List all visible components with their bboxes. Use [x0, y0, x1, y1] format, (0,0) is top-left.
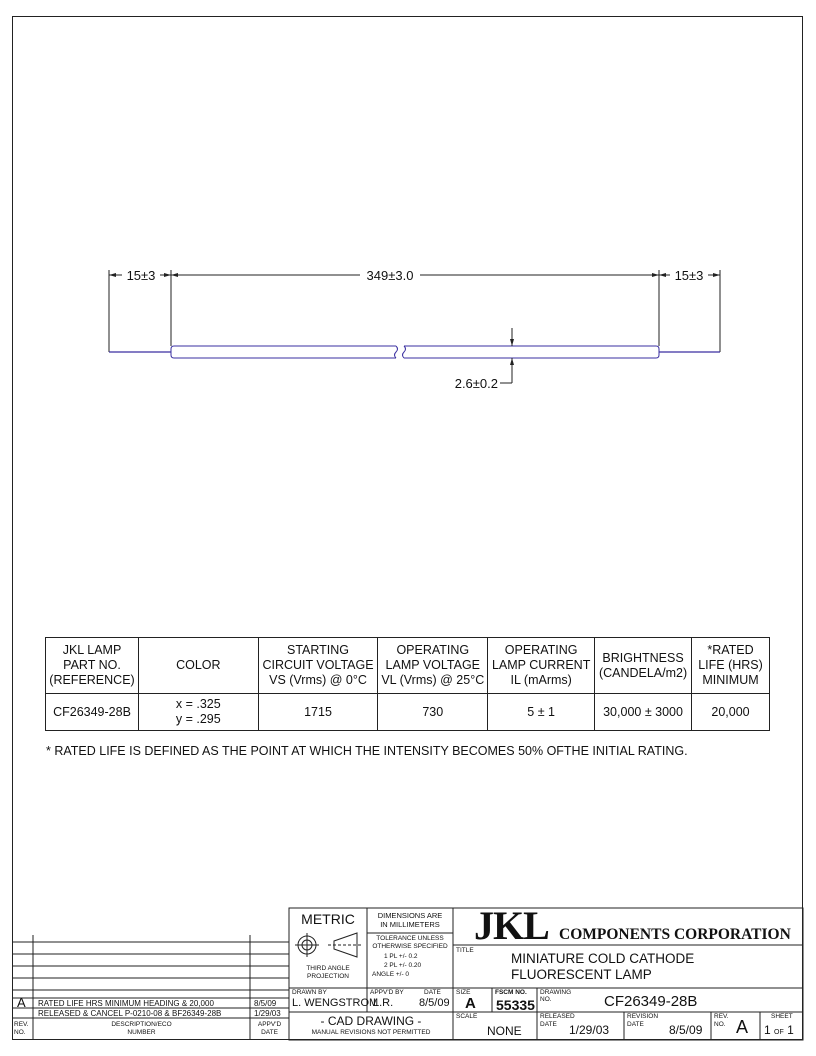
rev-no: A [736, 1017, 749, 1037]
approval-date: 8/5/09 [419, 997, 450, 1009]
date-column-label: APPV'D DATE [257, 1021, 282, 1036]
fscm-number: 55335 [496, 997, 535, 1013]
released-date: 1/29/03 [569, 1023, 610, 1037]
sheet-total: 1 [787, 1023, 794, 1037]
metric-label: METRIC [301, 911, 355, 927]
title-label: TITLE [456, 947, 474, 954]
fscm-label: FSCM NO. [495, 989, 527, 996]
revision-a-date: 8/5/09 [254, 999, 277, 1008]
header-color: COLOR [138, 638, 258, 694]
tolerance-1pl: 1 PL +/- 0.2 [384, 953, 418, 960]
drawn-by-label: DRAWN BY [292, 989, 327, 996]
cell-rated-life: 20,000 [692, 694, 770, 731]
approved-by-label: APPV'D BY [370, 989, 404, 996]
manual-revisions-note: MANUAL REVISIONS NOT PERMITTED [311, 1029, 431, 1036]
rev-no-column-label: REV. NO. [14, 1021, 29, 1036]
sheet-label: SHEET [771, 1013, 793, 1020]
sheet-no: 1 [764, 1023, 771, 1037]
left-lead-dimension: 15±3 [126, 268, 156, 283]
released-label: RELEASED DATE [540, 1013, 575, 1028]
cell-part-no: CF26349-28B [46, 694, 139, 731]
revision-a-description: RATED LIFE HRS MINIMUM HEADING & 20,000 [38, 999, 214, 1008]
revision-initial-date: 1/29/03 [254, 1009, 281, 1018]
diameter-dimension: 2.6±0.2 [454, 376, 498, 391]
color-x: x = .325 [175, 697, 221, 711]
sheet-of: OF [774, 1029, 784, 1036]
cell-operating-voltage: 730 [378, 694, 488, 731]
tolerance-2pl: 2 PL +/- 0.20 [384, 962, 422, 969]
cad-drawing-label: - CAD DRAWING - [320, 1014, 422, 1028]
header-starting-voltage: STARTING CIRCUIT VOLTAGE VS (Vrms) @ 0°C [258, 638, 378, 694]
tolerance-angle: ANGLE +/- 0 [372, 971, 410, 978]
header-rated-life: *RATED LIFE (HRS) MINIMUM [692, 638, 770, 694]
dimensions-units: DIMENSIONS ARE IN MILLIMETERS [377, 911, 443, 929]
projection-label: THIRD ANGLE PROJECTION [306, 965, 350, 980]
description-column-label: DESCRIPTION/ECO NUMBER [111, 1021, 172, 1036]
scale-label: SCALE [456, 1013, 478, 1020]
title-line-2: FLUORESCENT LAMP [511, 967, 652, 982]
size-value: A [465, 995, 476, 1012]
size-label: SIZE [456, 989, 471, 996]
header-brightness: BRIGHTNESS (CANDELA/m2) [595, 638, 692, 694]
tolerance-heading: TOLERANCE UNLESS OTHERWISE SPECIFIED [372, 935, 448, 950]
company-logo: JKL [474, 903, 549, 948]
cell-operating-current: 5 ± 1 [488, 694, 595, 731]
date-label: DATE [424, 989, 441, 996]
sheet-number [764, 1023, 794, 1037]
approved-by: L.R. [373, 997, 394, 1009]
drawing-number: CF26349-28B [604, 993, 698, 1010]
revision-initial-description: RELEASED & CANCEL P-0210-08 & BF26349-28B [38, 1009, 222, 1018]
body-length-dimension: 349±3.0 [366, 268, 414, 283]
scale-value: NONE [487, 1024, 522, 1038]
title-line-1: MINIATURE COLD CATHODE [511, 951, 695, 966]
revision-a-no: A [17, 995, 26, 1010]
revision-date: 8/5/09 [669, 1023, 703, 1037]
cell-brightness: 30,000 ± 3000 [595, 694, 692, 731]
drawing-no-label: DRAWING NO. [540, 989, 572, 1003]
rated-life-note: * RATED LIFE IS DEFINED AS THE POINT AT WHICH THE INTENSITY BECOMES 50% OFTHE INITIAL RATING. [46, 744, 688, 758]
color-y: y = .295 [175, 712, 221, 726]
right-lead-dimension: 15±3 [674, 268, 704, 283]
cell-starting-voltage: 1715 [258, 694, 378, 731]
header-operating-current: OPERATING LAMP CURRENT IL (mArms) [488, 638, 595, 694]
company-name: COMPONENTS CORPORATION [559, 926, 791, 943]
drawn-by: L. WENGSTROM [292, 997, 379, 1009]
rev-no-label: REV. NO. [714, 1013, 729, 1028]
revision-date-label: REVISION DATE [627, 1013, 659, 1028]
header-part-no: JKL LAMP PART NO. (REFERENCE) [46, 638, 139, 694]
header-operating-voltage: OPERATING LAMP VOLTAGE VL (Vrms) @ 25°C [378, 638, 488, 694]
